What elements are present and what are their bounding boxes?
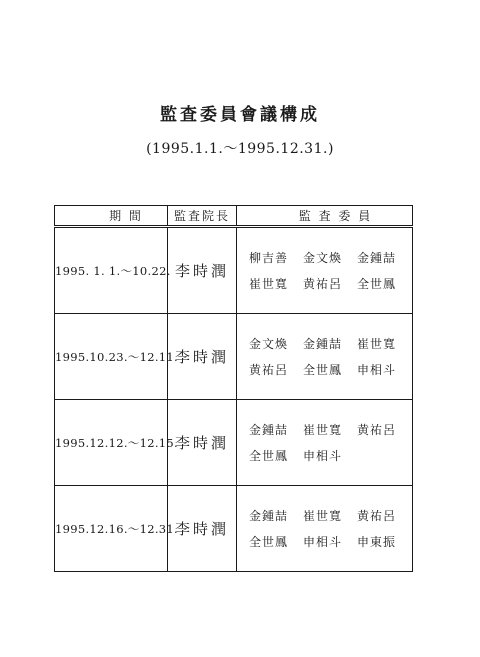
- chief-cell: 李時潤: [168, 314, 237, 400]
- member-name: 申相斗: [303, 534, 343, 549]
- header-members: 監 査 委 員: [237, 206, 413, 227]
- member-name: 黄祐呂: [357, 508, 397, 523]
- table-row: [55, 227, 413, 314]
- members-cell: [237, 227, 413, 314]
- member-name: 崔世寬: [357, 336, 397, 351]
- period-cell: 1995.12.16.～12.31.: [55, 486, 168, 572]
- members-cell: [237, 400, 413, 486]
- member-name: 金文煥: [303, 250, 343, 265]
- period-cell: 1995.10.23.～12.11.: [55, 314, 168, 400]
- member-name: 全世鳳: [249, 534, 289, 549]
- member-name: 崔世寬: [303, 508, 343, 523]
- table-row: [55, 400, 413, 486]
- table-header-row: [55, 206, 413, 227]
- table-row: [55, 314, 413, 400]
- committee-table: [54, 205, 413, 572]
- member-name: 黄祐呂: [249, 362, 289, 377]
- period-cell: 1995. 1. 1.～10.22.: [55, 227, 168, 314]
- header-chief: 監査院長: [168, 206, 237, 227]
- member-name: 申相斗: [303, 448, 343, 463]
- member-name: 金鍾喆: [303, 336, 343, 351]
- member-name: 金鍾喆: [357, 250, 397, 265]
- member-name: 金文煥: [249, 336, 289, 351]
- member-name: 黄祐呂: [357, 422, 397, 437]
- member-name: 申東振: [357, 534, 397, 549]
- chief-cell: 李時潤: [168, 400, 237, 486]
- member-name: 黄祐呂: [303, 276, 343, 291]
- member-name: 崔世寬: [249, 276, 289, 291]
- period-cell: 1995.12.12.～12.15.: [55, 400, 168, 486]
- chief-cell: 李時潤: [168, 227, 237, 314]
- members-cell: [237, 314, 413, 400]
- date-range-subtitle: (1995.1.1.～1995.12.31.): [146, 141, 334, 157]
- member-name: 全世鳳: [303, 362, 343, 377]
- table-row: [55, 486, 413, 572]
- page-title: 監査委員會議構成: [160, 105, 320, 125]
- member-name: 金鍾喆: [249, 422, 289, 437]
- chief-cell: 李時潤: [168, 486, 237, 572]
- member-name: 全世鳳: [357, 276, 397, 291]
- member-name: 崔世寬: [303, 422, 343, 437]
- member-name: 申相斗: [357, 362, 397, 377]
- member-name: 全世鳳: [249, 448, 289, 463]
- members-cell: [237, 486, 413, 572]
- member-name: 金鍾喆: [249, 508, 289, 523]
- member-name: [357, 448, 411, 464]
- header-period: 期 間: [55, 206, 168, 227]
- member-name: 柳吉善: [249, 250, 289, 265]
